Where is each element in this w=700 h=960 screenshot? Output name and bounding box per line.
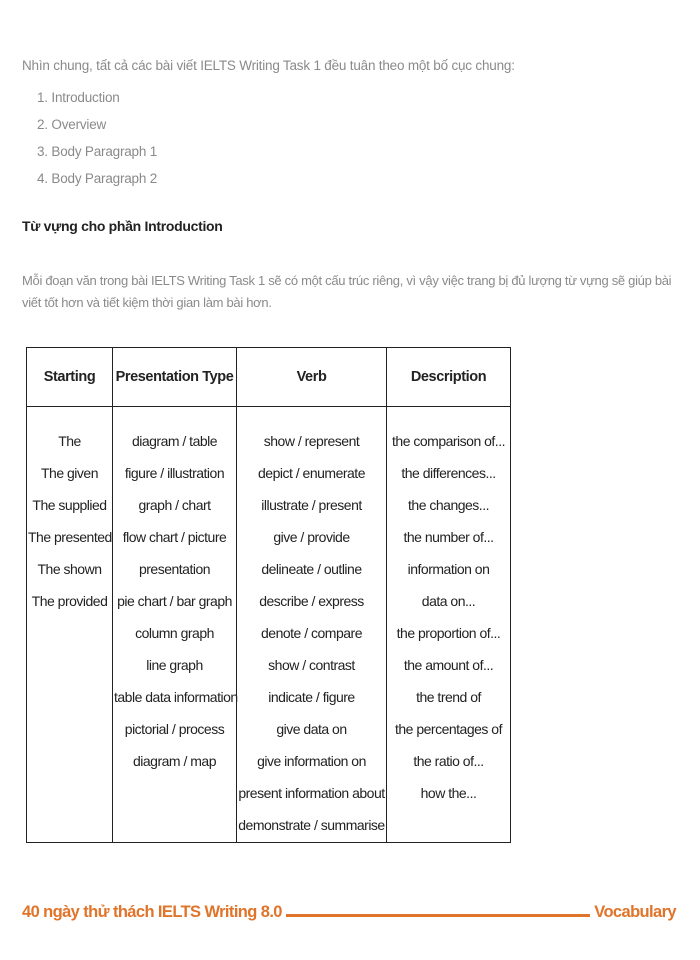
verb-item: show / contrast xyxy=(268,657,355,673)
presentation-type-item: pictorial / process xyxy=(124,721,225,737)
presentation-type-item: column graph xyxy=(135,625,214,641)
verb-item: show / represent xyxy=(263,433,360,449)
presentation-type-item: figure / illustration xyxy=(124,465,225,481)
verb-cell xyxy=(237,407,387,843)
description-item: how the... xyxy=(420,785,477,801)
column-header-presentation-type: Presentation Type xyxy=(113,348,237,407)
description-item: the percentages of xyxy=(395,721,502,737)
presentation-type-item: line graph xyxy=(146,657,203,673)
description-item: the changes... xyxy=(408,497,489,513)
description-item: information on xyxy=(407,561,490,577)
starting-item: The provided xyxy=(31,593,108,609)
section-paragraph: Mỗi đoạn văn trong bài IELTS Writing Task 1 sẽ có một cấu trúc riêng, vì vậy việc trang bị đủ lượng từ vựng sẽ giúp bài viết tốt hơn và tiết kiệm thời gian làm bài hơn. xyxy=(22,273,672,310)
presentation-type-item: flow chart / picture xyxy=(122,529,227,545)
verb-item: describe / express xyxy=(259,593,364,609)
footer-section-label: Vocabulary xyxy=(594,903,676,921)
intro-block xyxy=(22,58,515,192)
presentation-type-item: presentation xyxy=(138,561,211,577)
footer-divider xyxy=(286,914,590,917)
verb-item: indicate / figure xyxy=(268,689,355,705)
description-item: the differences... xyxy=(401,465,496,481)
verb-item: demonstrate / summarise xyxy=(238,817,385,833)
outline-item: 4. Body Paragraph 2 xyxy=(37,171,158,186)
outline-list xyxy=(22,84,515,192)
verb-item: present information about xyxy=(238,785,385,801)
starting-item: The supplied xyxy=(32,497,107,513)
presentation-type-item: pie chart / bar graph xyxy=(117,593,232,609)
section-title: Từ vựng cho phần Introduction xyxy=(22,218,223,234)
intro-text: Nhìn chung, tất cả các bài viết IELTS Writing Task 1 đều tuân theo một bố cục chung: xyxy=(22,58,515,73)
presentation-type-item: table data information xyxy=(114,689,238,705)
outline-item: 1. Introduction xyxy=(37,90,120,105)
description-item: the proportion of... xyxy=(396,625,501,641)
verb-item: depict / enumerate xyxy=(258,465,365,481)
outline-item: 3. Body Paragraph 1 xyxy=(37,144,158,159)
vocabulary-table xyxy=(26,347,511,843)
table-header-row xyxy=(27,348,511,407)
verb-item: delineate / outline xyxy=(261,561,362,577)
description-item: the amount of... xyxy=(403,657,494,673)
verb-item: illustrate / present xyxy=(261,497,362,513)
table-row xyxy=(27,407,511,843)
verb-item: denote / compare xyxy=(261,625,362,641)
page-footer xyxy=(22,898,676,922)
starting-item: The given xyxy=(41,465,98,481)
verb-item: give information on xyxy=(257,753,366,769)
footer-title: 40 ngày thử thách IELTS Writing 8.0 xyxy=(22,903,282,921)
starting-cell xyxy=(27,407,113,843)
presentation-type-item: diagram / map xyxy=(133,753,216,769)
description-item: the ratio of... xyxy=(413,753,484,769)
outline-item: 2. Overview xyxy=(37,117,107,132)
presentation-type-item: diagram / table xyxy=(131,433,218,449)
verb-item: give data on xyxy=(276,721,347,737)
description-item: the number of... xyxy=(403,529,494,545)
description-item: the comparison of... xyxy=(392,433,505,449)
verb-item: give / provide xyxy=(273,529,350,545)
description-item: the trend of xyxy=(416,689,481,705)
column-header-verb: Verb xyxy=(237,348,387,407)
description-item: data on... xyxy=(421,593,476,609)
starting-item: The presented xyxy=(28,529,112,545)
column-header-starting: Starting xyxy=(27,348,113,407)
presentation-type-item: graph / chart xyxy=(138,497,211,513)
column-header-description: Description xyxy=(387,348,511,407)
presentation-type-cell xyxy=(113,407,237,843)
description-cell xyxy=(387,407,511,843)
starting-item: The xyxy=(58,433,81,449)
starting-item: The shown xyxy=(37,561,102,577)
